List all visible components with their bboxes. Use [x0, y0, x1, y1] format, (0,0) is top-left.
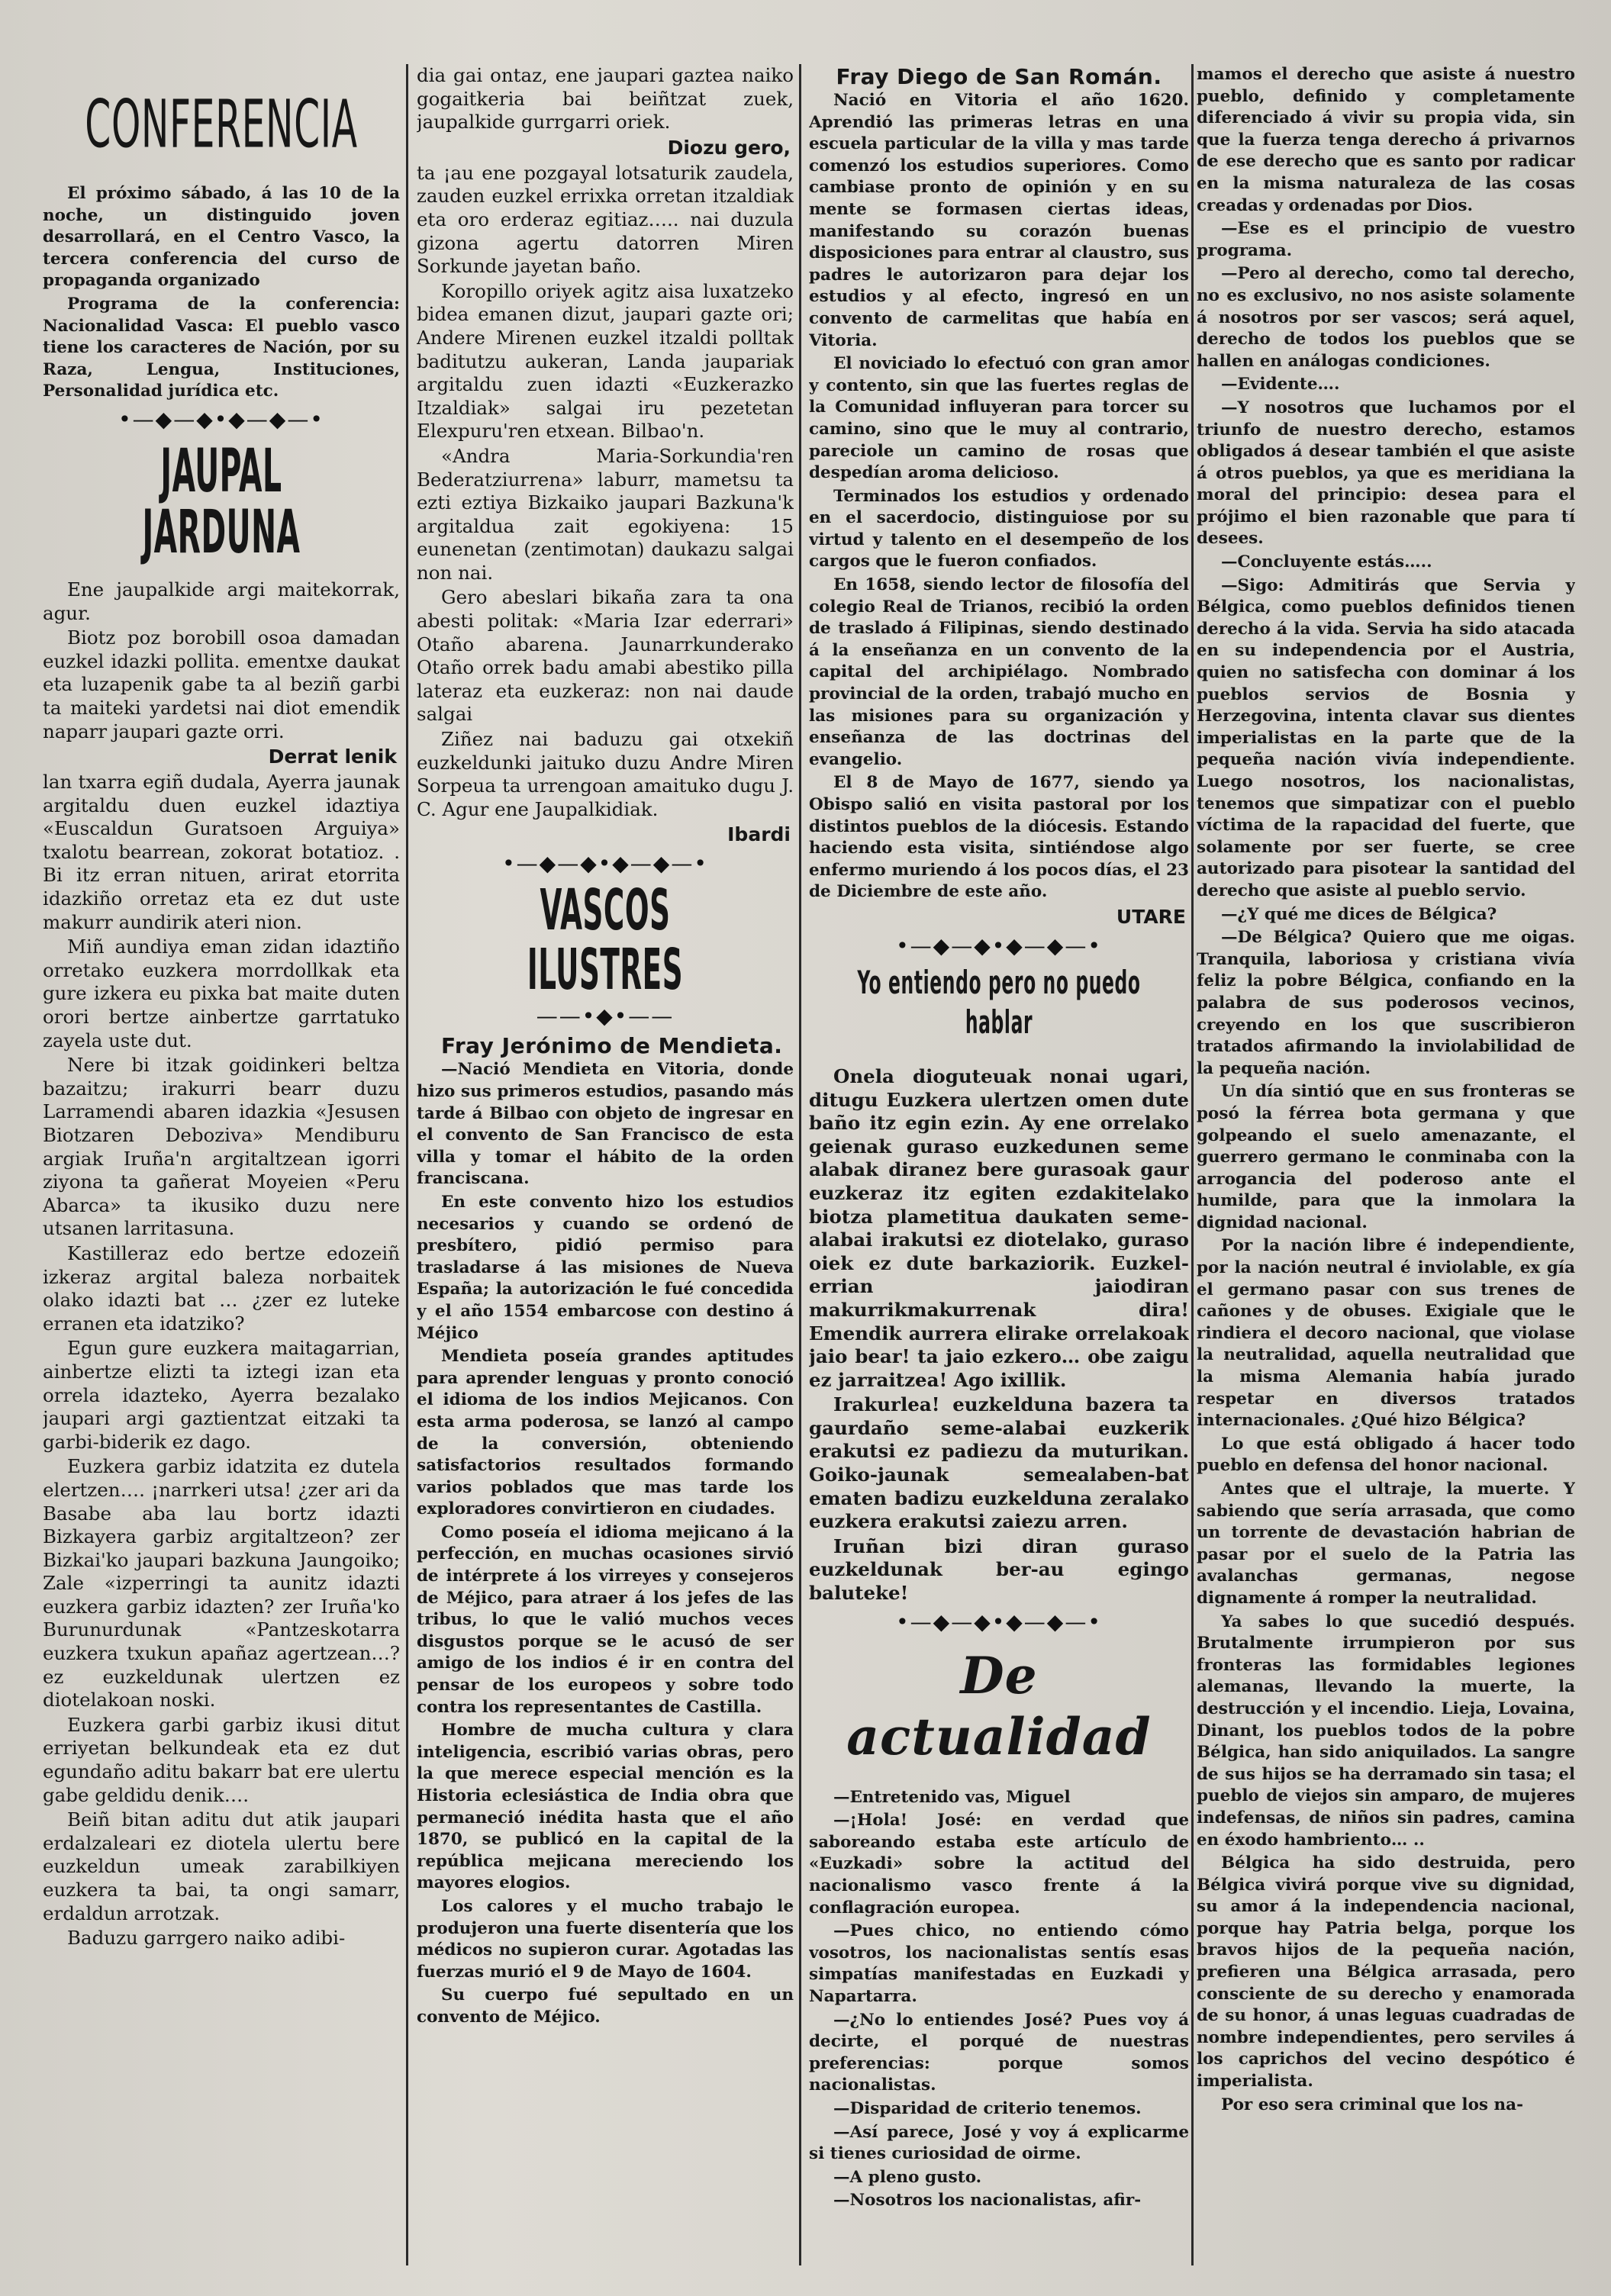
paragraph: Iruñan bizi diran guraso euzkeldunak ber-au egingo baluteke!	[809, 1534, 1189, 1605]
paragraph: Su cuerpo fué sepultado en un convento de Méjico.	[417, 1985, 794, 2027]
paragraph: Nere bi itzak goidinkeri beltza bazaitzu; irakurri bearr duzu Larramendi abaren idazkia «Jesusen Biotzaren Deboziva» Mendiburu argiak Iruña'n argitaltzean igorri ziyona ta gañerat Moyeien «Peru Abarca» ta ikusiko duzu nere utsanen larritasuna.	[43, 1054, 400, 1240]
paragraph: Kastillerаz edo bertze edozeiñ izkeraz argital baleza norbaitek olako idazti bat … ¿zer ez luteke erranen eta idatziko?	[43, 1241, 400, 1335]
paragraph: Ya sabes lo que sucedió después. Brutalmente irrumpieron por sus fronteras las formidables legiones alemanas, llevando la muerte, la destrucción y el incendio. Lieja, Lovaina, Dinant, los pueblos todos de la pobre Bélgica, han sido aniquilados. La sangre de sus hijos se ha derramado sin tasa; el pueblo de viejos sin amparo, de mujeres indefensas, de niños sin padres, camina en éxodo hambriento… ..	[1197, 1612, 1575, 1850]
paragraph: Biotz poz borobill osoa damadan euzkel idazki pollita. ementxe daukat eta luzapenik gabe ta al beziñ garbi ta maiteki yardetsi nai diot emendik naparr jaupari gazte orri.	[43, 626, 400, 742]
paragraph: Irakurlea! euzkelduna bazera ta gaurdaño seme-alabai euzkerik erakutsi ez padiezu da muturikan. Goiko-jaunak semealaben-bat ematen badizu euzkelduna zeralako euzkera erakutsi zaiezu arren.	[809, 1393, 1189, 1533]
paragraph: Baduzu garrgero naiko adibi-	[67, 1927, 346, 1950]
paragraph: Antes que el ultraje, la muerte. Y sabiendo que sería arrasada, que como un torrente de devastación habrian de pasar por el suelo de la Patria las avalanchas germanas, negose dignamente á romper la neutralidad.	[1197, 1480, 1575, 1608]
paragraph: Beiñ bitan aditu dut atik jaupari erdalzaleari ez diotela ulertu bere euzkeldun umeak zarabilkiyen euzkera ta bai, ta ongi samarr, erdaldun arrotzak.	[43, 1808, 400, 1924]
column-rule	[406, 64, 408, 2265]
signature: UTARE	[1116, 905, 1186, 928]
paragraph: —Evidente….	[1221, 375, 1340, 394]
column-4	[1197, 64, 1575, 2273]
paragraph: —Nosotros los nacionalistas, afir-	[833, 2191, 1142, 2211]
column-1	[43, 64, 400, 2273]
paragraph: Un día sintió que en sus fronteras se posó la férrea bota germana y que golpeando el suelo amenazante, el guerrero germano le conminaba con la arrogancia del poderoso ante el humilde, para que la inmolara la dignidad nacional.	[1197, 1082, 1575, 1232]
paragraph: Egun gure euzkera maitagarrian, ainbertze elizti ta iztegi izan eta orrela idazteko, Ayerra bezalako jaupari argi gaztientzat eitzaki ta garbi-biderik ez dago.	[43, 1337, 400, 1453]
paragraph: —¡Hola! José: en verdad que saboreando estaba este artículo de «Euzkadi» sobre la actitud del nacionalismo vasco frente á la conflagración europea.	[809, 1811, 1189, 1918]
paragraph: —Entretenido vas, Miguel	[833, 1787, 1071, 1807]
paragraph: Mendieta poseía grandes aptitudes para aprender lenguas y pronto conoció el idioma de los indios Mejicanos. Con esta arma poderosa, se lanzó al campo de la conversión, obteniendo satisfactorios resultados formando varios poblados que mas tarde los exploradores convirtieron en ciudades.	[417, 1347, 794, 1519]
paragraph: Miñ aundiya eman zidan idaztiño orretako euzkera morrdollkak eta gure izkera eu pixka bat maite duten orori bertze ainbertze garrtatuko zayela uste dut.	[43, 935, 400, 1051]
paragraph: lan txarra egiñ dudala, Ayerra jaunak argitaldu duen euzkel idaztiya «Euscaldun Guratsoen Arguiya» txalotu bearrean, zokorat botatioz. . Bi itz erran nituen, arirat etorrita idazkiño orretaz eta ez dut uste makurr aundirik ateri nion.	[43, 771, 400, 933]
paragraph: Ene jaupalkide argi maitekorrak, agur.	[43, 578, 400, 624]
paragraph: —Pero al derecho, como tal derecho, no es exclusivo, no nos asiste solamente á nosotros por ser vascos; será aquel, derecho de todos los pueblos que se hallen en análogas condiciones.	[1197, 264, 1575, 371]
paragraph: Onela dioguteuak nonai ugari, ditugu Euzkera ulertzen omen dute baño itz egin ezin. Ay ene orrelako geienak guraso euzkedunen seme alabak diranez bere gurasoak gaur euzkeraz itz egiten ezdakitelako biotza plametitua daukaten seme-alabai irakutsi ez diotelako, guraso oiek ez dute barkaziorik. Euzkel-errian jaiodiran makurrikmakurrenak dira! Emendik aurrera elirake orrelakoak jaio bear! ta jaio ezkero… obe zaigu ez jarraitzea! Ago ixillik.	[809, 1064, 1189, 1391]
paragraph: Como poseía el idioma mejicano á la perfección, en muchas ocasiones sirvió de intérprete á los virreyes y consejeros de Méjico, para atraer á los jefes de las tribus, lo que le valió muchos veces disgustos porque se le acusó de ser amigo de los indios é ir en contra del pensar de los europeos y sobre todo contra los representantes de Castilla.	[417, 1522, 794, 1717]
paragraph: Por eso sera criminal que los na-	[1221, 2095, 1524, 2114]
ornament-divider-small: ——•◆•——	[536, 1003, 675, 1029]
paragraph: Hombre de mucha cultura y clara inteligencia, escribió varias obras, pero la que merece especial mención es la Historia eclesiástica de India obra que permaneció inédita hasta que el año 1870, se publicó en la capital de la república mejicana mereciendo los mayores elogios.	[417, 1721, 794, 1893]
paragraph: dia gai ontaz, ene jaupari gaztea naiko gogaitkeria bai beiñtzat zuek, jaupalkide gurrgarri oriek.	[417, 64, 794, 134]
signature: Ibardi	[727, 823, 791, 846]
paragraph: En 1658, siendo lector de filosofía del colegio Real de Trianos, recibió la orden de traslado á Filipinas, siendo destinado á la enseñanza en un convento de la capital del archipiélago. Nombrado provincial de la orden, trabajó mucho en las misiones para su organización y enseñanza de las doctrinas del evangelio.	[809, 575, 1189, 769]
mendieta-subheading: Fray Jerónimo de Mendieta.	[441, 1033, 783, 1059]
conference-announcement: El próximo sábado, á las 10 de la noche, un distinguido joven desarrollará, en el Centro Vasco, la tercera conferencia del curso de propaganda organizado	[43, 184, 400, 291]
paragraph: —Pues chico, no entiendo cómo vosotros, los nacionalistas sentís esas simpatías manifestadas en Euzkadi y Napartarra.	[809, 1921, 1189, 2006]
paragraph: Gero abeslari bikaña zara ta ona abesti politak: «Maria Izar ederrari» Otaño abarena. Jaunarrkunderako Otaño orrek badu amabi abestiko pilla lateraz eta euzkeraz: non nai daude salgai	[417, 586, 794, 726]
conference-program: Programa de la conferencia: Nacionalidad Vasca: El pueblo vasco tiene los caracteres de Nación, por su Raza, Lengua, Instituciones, Personalidad jurídica etc.	[43, 294, 400, 401]
paragraph: El noviciado lo efectuó con gran amor y contento, sin que las fuertes reglas de la Comunidad influyeran para torcer su camino, sino que le muy al contrario, pareciole un camino de rosas que despedían aroma delicioso.	[809, 354, 1189, 483]
paragraph: Euzkera garbi garbiz ikusi ditut erriyetan belkundeak eta ez dut egundaño aditu bakarr bat ere ulertu gabe geldidu denik….	[43, 1713, 400, 1806]
paragraph: Lo que está obligado á hacer todo pueblo en defensa del honor nacional.	[1197, 1434, 1575, 1476]
ornament-divider: •—◆—◆•◆—◆—•	[118, 406, 324, 432]
san-roman-subheading: Fray Diego de San Román.	[836, 64, 1162, 89]
paragraph: En este convento hizo los estudios necesarios y cuando se ordenó de presbítero, pidió permiso para trasladarse á las misiones de Nueva España; la autorización le fué concedida y el año 1554 embarcose con destino á Méjico	[417, 1192, 794, 1343]
column-rule	[799, 64, 801, 2265]
paragraph: —Concluyente estás…..	[1221, 552, 1432, 572]
paragraph: mamos el derecho que asiste á nuestro pueblo, definido y completamente diferenciado á vivir su propia vida, sin que la fuerza tenga derecho á privarnos de ese derecho que es santo por radicar en la misma naturaleza de las cosas creadas y ordenadas por Dios.	[1197, 65, 1575, 215]
paragraph: «Andra Maria-Sorkundia'ren Bederatziurrena» laburr, mametsu ta ezti eztiya Bizkaiko jaupari Bazkuna'k argitaldua zait egokiyena: 15 eunenetan (zentimotan) daukazu salgai non nai.	[417, 444, 794, 584]
de-actualidad-heading: De actualidad	[846, 1645, 1152, 1766]
ornament-divider: •—◆—◆•◆—◆—•	[896, 932, 1102, 958]
vascos-ilustres-heading: VASCOS ILUSTRES	[527, 878, 684, 1003]
paragraph: Koropillo oriyek agitz aisa luxatzeko bidea emanen dizut, jaupari gazte ori; Andere Mirenen euzkel itzaldi polltak baditutzu aukeran, Landa jaupariak argitaldu zuen idazti «Euzkerazko Itzaldiak» salgai iru pezetetan Elexpuru'ren etxean. Bilbao'n.	[417, 279, 794, 443]
paragraph: Los calores y el mucho trabajo le produjeron una fuerte disentería que los médicos no supieron curar. Agotadas las fuerzas murió el 9 de Mayo de 1604.	[417, 1896, 794, 1982]
paragraph: —Nació Mendieta en Vitoria, donde hizo sus primeros estudios, pasando más tarde á Bilbao con objeto de ingresar en el convento de San Francisco de esta villa y tomar el hábito de la orden franciscana.	[417, 1060, 794, 1189]
paragraph: El 8 de Mayo de 1677, siendo ya Obispo salió en visita pastoral por los distintos pueblos de la diócesis. Estando haciendo esta visita, sintiéndose algo enfermo muriendo á los pocos días, el 23 de Diciembre de este año.	[809, 773, 1189, 902]
signature: Diozu gero,	[667, 136, 791, 159]
paragraph: ta ¡au ene pozgayal lotsaturik zaudela, zauden euzkel errixka orretan itzaldiak eta oro erderaz egitiaz….. nai duzula gizona agertu datorren Miren Sorkunde jayetan baño.	[417, 161, 794, 278]
paragraph: —¿No lo entiendes José? Pues voy á decirte, el porqué de nuestras preferencias: porque somos nacionalistas.	[809, 2010, 1189, 2095]
paragraph: —¿Y qué me dices de Bélgica?	[1221, 904, 1497, 924]
paragraph: Ziñez nai baduzu gai otxekiñ euzkeldunki jaituko duzu Andre Miren Sorpeua ta urrengoan amaituko dugu J. C. Agur ene Jaupalkidiak.	[417, 728, 794, 820]
paragraph: Nació en Vitoria el año 1620. Aprendió las primeras letras en una escuela particular de la villa y mas tarde comenzó los estudios superiores. Como cambiase pronto de opinión y en su mente se formasen ciertas ideas, manifestando su corazón buenas disposiciones para entrar al claustro, sus padres le autorizaron para dejar los estudios y al efecto, ingresó en un convento de carmelitas que había en Vitoria.	[809, 91, 1189, 350]
paragraph: —Ese es el principio de vuestro programa.	[1197, 219, 1575, 260]
paragraph: Bélgica ha sido destruida, pero Bélgica vivirá porque vive su dignidad, su amor á la independencia nacional, porque hay Patria belga, porque los bravos hijos de la pequeña nación, prefieren una Bélgica arrasada, pero consciente de su derecho y enamorada de su honor, á unas leguas cuadradas de nombre independientes, pero serviles á los caprichos del vecino despótico é imperialista.	[1197, 1853, 1575, 2092]
column-rule	[1191, 64, 1194, 2265]
paragraph: —Disparidad de criterio tenemos.	[833, 2098, 1142, 2118]
paragraph: —A pleno gusto.	[833, 2167, 982, 2187]
jaupal-jarduna-heading: JAUPAL JARDUNA	[142, 436, 301, 567]
column-3	[809, 64, 1189, 2273]
paragraph: —Sigo: Admitirás que Servia y Bélgica, como pueblos definidos tienen derecho á la vida. Servia ha sido atacada en su independencia por el Austria, quien no satisfecha con dominar á los pueblos servios de Bosnia y Herzegovina, intenta clavar sus dientes imperialistas en la parte que de la pequeña nación vivía independiente. Luego nosotros, los nacionalistas, tenemos que simpatizar con el pueblo víctima de la rapacidad del fuerte, que solamente por ser fuerte, se cree autorizado para pisotear la santidad del derecho que asiste al pueblo servio.	[1197, 575, 1575, 900]
ornament-divider: •—◆—◆•◆—◆—•	[502, 851, 708, 877]
paragraph: —De Bélgica? Quiero que me oigas. Tranquila, laboriosa y cristiana vivía feliz la pobre Bélgica, confiando en la palabra de sus poderosos vecinos, creyendo en los que suscribieron tratados afirmando la inviolabilidad de la pequeña nación.	[1197, 928, 1575, 1078]
paragraph: Por la nación libre é independiente, por la nación neutral é inviolable, ex gía el germano pasar con sus trenes de cañones y de obuses. Exigiale que le rindiera el decoro nacional, que violase la neutralidad, aquella neutralidad que la misma Alemania había jurado respetar en diversos tratados internacionales. ¿Qué hizo Bélgica?	[1197, 1236, 1575, 1431]
signature: Derrat lenik	[268, 745, 397, 768]
conferencia-heading: CONFERENCIA	[85, 86, 358, 163]
yo-entiendo-heading: Yo entiendo pero no puedo hablar	[857, 963, 1141, 1041]
ornament-divider: •—◆—◆•◆—◆—•	[896, 1608, 1102, 1634]
paragraph: —Y nosotros que luchamos por el triunfo de nuestro derecho, estamos obligados á desear también el que asiste á otros pueblos, ya que es meridiana la moral del principio: desea para el prójimo el bien razonable que para tí desees.	[1197, 398, 1575, 549]
paragraph: —Así parece, José y voy á explicarme si tienes curiosidad de oirme.	[809, 2122, 1189, 2164]
column-2	[417, 64, 794, 2273]
paragraph: Terminados los estudios y ordenado en el sacerdocio, distinguiose por su virtud y talento en el desempeño de los cargos que le fueron confiados.	[809, 486, 1189, 572]
paragraph: Euzkera garbiz idatzita ez dutela elertzen…. ¡narrkeri utsa! ¿zer ari da Basabe aba lau bortz idazti Bizkayera garbiz argitaltzeon? zer Bizkai'ko jaupari bazkuna Jaungoiko; Zale «izperringi ta aunitz idazti euzkera garbiz idazten? zer Iruña'ko Burunurdunak «Pantzeskotarra euzkera txukun apañaz agertzean…? ez euzkeldunak ulertzen ez diotelakoan noski.	[43, 1455, 400, 1712]
